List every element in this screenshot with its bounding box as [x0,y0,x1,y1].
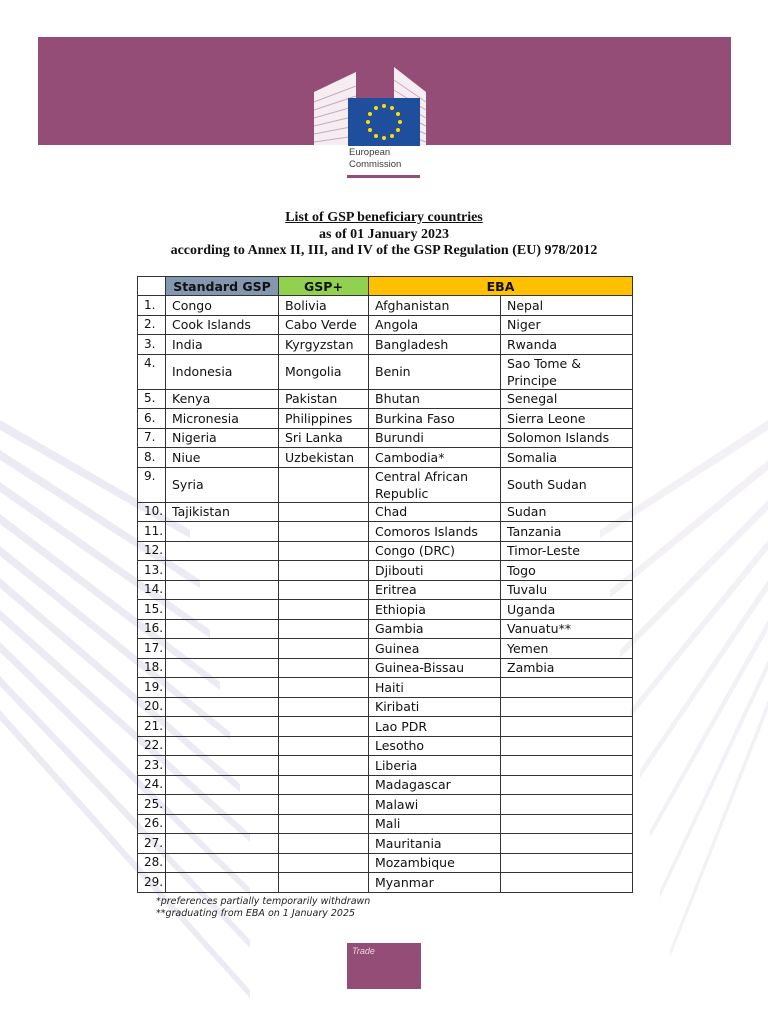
cell-eba-1: Myanmar [369,873,501,893]
cell-eba-2 [501,873,633,893]
row-number: 18. [138,658,166,678]
row-number: 21. [138,717,166,737]
table-row [138,561,633,581]
cell-gsp-plus: Mongolia [279,354,369,389]
cell-gsp-plus: Sri Lanka [279,428,369,448]
cell-standard-gsp [166,561,279,581]
cell-eba-1: Ethiopia [369,600,501,620]
cell-standard-gsp [166,522,279,542]
cell-eba-1: Djibouti [369,561,501,581]
cell-standard-gsp: Niue [166,448,279,468]
cell-standard-gsp: Micronesia [166,409,279,429]
cell-eba-1: Haiti [369,678,501,698]
table-row [138,448,633,468]
cell-standard-gsp [166,756,279,776]
cell-gsp-plus: Cabo Verde [279,315,369,335]
cell-eba-2 [501,853,633,873]
row-number: 5. [138,389,166,409]
cell-eba-2: Senegal [501,389,633,409]
cell-eba-1: Chad [369,502,501,522]
cell-eba-1: Burundi [369,428,501,448]
cell-gsp-plus [279,795,369,815]
logo-line-1: European [349,147,391,158]
table-row [138,409,633,429]
table-row [138,639,633,659]
gsp-countries-table [137,276,633,893]
cell-standard-gsp: Kenya [166,389,279,409]
table-row [138,335,633,355]
cell-gsp-plus [279,678,369,698]
table-row [138,580,633,600]
table-row [138,354,633,389]
table-row [138,467,633,502]
cell-gsp-plus [279,834,369,854]
cell-gsp-plus [279,639,369,659]
cell-eba-1: Bangladesh [369,335,501,355]
table-row [138,502,633,522]
cell-gsp-plus [279,561,369,581]
cell-eba-2: Yemen [501,639,633,659]
cell-eba-2 [501,756,633,776]
footnote-2: **graduating from EBA on 1 January 2025 [156,908,356,919]
cell-eba-1: Guinea [369,639,501,659]
row-number: 2. [138,315,166,335]
header-standard-gsp: Standard GSP [166,277,279,296]
cell-gsp-plus [279,580,369,600]
table-row [138,697,633,717]
table-row [138,795,633,815]
row-number: 1. [138,296,166,316]
row-number: 4. [138,354,166,389]
cell-gsp-plus [279,814,369,834]
cell-eba-2 [501,697,633,717]
cell-gsp-plus [279,756,369,776]
cell-eba-2: Tuvalu [501,580,633,600]
row-number: 29. [138,873,166,893]
cell-eba-1: Eritrea [369,580,501,600]
row-number: 28. [138,853,166,873]
row-number: 25. [138,795,166,815]
row-number: 11. [138,522,166,542]
cell-eba-2 [501,717,633,737]
table-row [138,619,633,639]
header-num [138,277,166,296]
cell-eba-2 [501,736,633,756]
row-number: 26. [138,814,166,834]
cell-eba-2: Zambia [501,658,633,678]
cell-gsp-plus [279,775,369,795]
cell-gsp-plus [279,600,369,620]
table-row [138,296,633,316]
table-body [138,296,633,893]
header-eba: EBA [369,277,633,296]
cell-gsp-plus [279,717,369,737]
cell-eba-2 [501,834,633,854]
table-row [138,814,633,834]
cell-standard-gsp [166,658,279,678]
cell-standard-gsp [166,795,279,815]
cell-standard-gsp [166,814,279,834]
cell-gsp-plus [279,736,369,756]
row-number: 3. [138,335,166,355]
row-number: 17. [138,639,166,659]
row-number: 9. [138,467,166,502]
cell-eba-2: Somalia [501,448,633,468]
footnotes [156,896,370,920]
cell-gsp-plus: Kyrgyzstan [279,335,369,355]
cell-gsp-plus: Bolivia [279,296,369,316]
row-number: 13. [138,561,166,581]
cell-standard-gsp: India [166,335,279,355]
cell-eba-1: Afghanistan [369,296,501,316]
logo-line-2: Commission [349,159,402,170]
cell-gsp-plus [279,873,369,893]
cell-standard-gsp [166,619,279,639]
table-row [138,717,633,737]
cell-standard-gsp [166,775,279,795]
cell-eba-2 [501,775,633,795]
header-gsp-plus: GSP+ [279,277,369,296]
cell-eba-1: Comoros Islands [369,522,501,542]
row-number: 23. [138,756,166,776]
table-row [138,315,633,335]
cell-eba-2: Uganda [501,600,633,620]
cell-eba-2: Rwanda [501,335,633,355]
table-row [138,678,633,698]
cell-gsp-plus: Pakistan [279,389,369,409]
cell-standard-gsp [166,600,279,620]
footer-box [347,943,421,989]
row-number: 16. [138,619,166,639]
cell-eba-1: Central African Republic [369,467,501,502]
cell-eba-2: Sao Tome & Principe [501,354,633,389]
cell-standard-gsp: Syria [166,467,279,502]
table-row [138,658,633,678]
cell-gsp-plus [279,502,369,522]
cell-standard-gsp [166,580,279,600]
cell-eba-1: Liberia [369,756,501,776]
cell-eba-2: Timor-Leste [501,541,633,561]
cell-gsp-plus: Philippines [279,409,369,429]
cell-eba-2: Togo [501,561,633,581]
cell-eba-1: Benin [369,354,501,389]
cell-standard-gsp [166,697,279,717]
title-line-3: according to Annex II, III, and IV of the GSP Regulation (EU) 978/2012 [170,243,598,258]
table-row [138,428,633,448]
cell-eba-1: Angola [369,315,501,335]
cell-eba-2: Sierra Leone [501,409,633,429]
cell-eba-2 [501,795,633,815]
table-row [138,853,633,873]
row-number: 12. [138,541,166,561]
cell-eba-2: Niger [501,315,633,335]
row-number: 19. [138,678,166,698]
cell-standard-gsp: Tajikistan [166,502,279,522]
cell-standard-gsp [166,853,279,873]
table-header-row [138,277,633,296]
cell-gsp-plus [279,619,369,639]
cell-eba-1: Lesotho [369,736,501,756]
cell-gsp-plus [279,697,369,717]
document-title [0,210,768,260]
row-number: 6. [138,409,166,429]
table-row [138,736,633,756]
cell-standard-gsp: Nigeria [166,428,279,448]
cell-eba-1: Mauritania [369,834,501,854]
row-number: 22. [138,736,166,756]
row-number: 15. [138,600,166,620]
row-number: 7. [138,428,166,448]
row-number: 14. [138,580,166,600]
row-number: 27. [138,834,166,854]
table-row [138,775,633,795]
cell-eba-1: Mozambique [369,853,501,873]
table-row [138,873,633,893]
table-row [138,522,633,542]
cell-gsp-plus: Uzbekistan [279,448,369,468]
cell-eba-2: Sudan [501,502,633,522]
row-number: 8. [138,448,166,468]
cell-eba-1: Madagascar [369,775,501,795]
cell-eba-2 [501,678,633,698]
cell-standard-gsp [166,639,279,659]
cell-eba-1: Lao PDR [369,717,501,737]
cell-eba-1: Burkina Faso [369,409,501,429]
cell-standard-gsp [166,873,279,893]
table-row [138,834,633,854]
cell-eba-2 [501,814,633,834]
cell-eba-2: Tanzania [501,522,633,542]
cell-eba-2: Solomon Islands [501,428,633,448]
cell-eba-2: South Sudan [501,467,633,502]
cell-gsp-plus [279,853,369,873]
footer-label: Trade [352,946,375,956]
cell-eba-1: Guinea-Bissau [369,658,501,678]
cell-gsp-plus [279,658,369,678]
cell-eba-1: Cambodia* [369,448,501,468]
table-row [138,756,633,776]
cell-standard-gsp [166,834,279,854]
cell-eba-1: Kiribati [369,697,501,717]
cell-standard-gsp [166,717,279,737]
cell-standard-gsp: Cook Islands [166,315,279,335]
cell-gsp-plus [279,541,369,561]
title-line-1: List of GSP beneficiary countries [285,210,483,225]
cell-standard-gsp: Congo [166,296,279,316]
title-line-2: as of 01 January 2023 [319,226,449,242]
table-row [138,600,633,620]
cell-eba-1: Bhutan [369,389,501,409]
cell-standard-gsp: Indonesia [166,354,279,389]
cell-eba-2: Vanuatu** [501,619,633,639]
logo-underline [347,175,420,178]
cell-standard-gsp [166,541,279,561]
table-row [138,541,633,561]
row-number: 20. [138,697,166,717]
table-row [138,389,633,409]
logo-text [349,147,401,171]
cell-gsp-plus [279,467,369,502]
cell-eba-1: Malawi [369,795,501,815]
row-number: 10. [138,502,166,522]
cell-eba-1: Congo (DRC) [369,541,501,561]
cell-gsp-plus [279,522,369,542]
cell-standard-gsp [166,678,279,698]
cell-eba-1: Mali [369,814,501,834]
cell-standard-gsp [166,736,279,756]
footnote-1: *preferences partially temporarily withdrawn [156,896,371,907]
cell-eba-2: Nepal [501,296,633,316]
cell-eba-1: Gambia [369,619,501,639]
row-number: 24. [138,775,166,795]
